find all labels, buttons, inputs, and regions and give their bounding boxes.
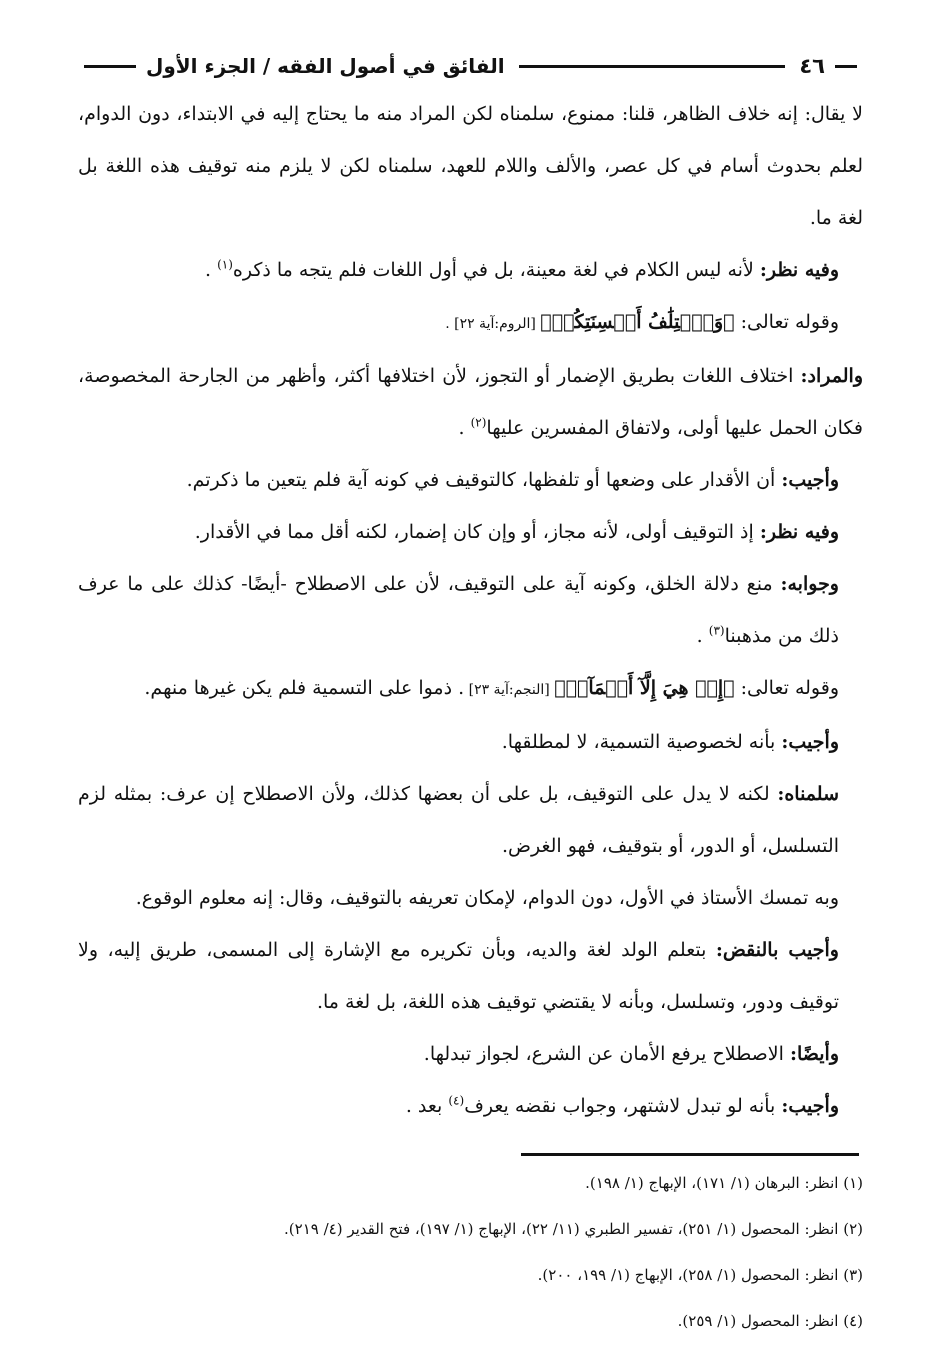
paragraph-lead: وأيضًا: bbox=[789, 1043, 839, 1065]
paragraph-text: إذ التوقيف أولى، لأنه مجاز، أو وإن كان إضمار، لكنه أقل مما في الأقدار. bbox=[194, 521, 760, 543]
running-title: الفائق في أصول الفقه / الجزء الأول bbox=[146, 54, 505, 78]
paragraph-tail: . ذموا على التسمية فلم يكن غيرها منهم. bbox=[144, 677, 465, 699]
footnote-separator bbox=[521, 1153, 859, 1156]
paragraph-text: بأنه لخصوصية التسمية، لا لمطلقها. bbox=[501, 731, 782, 753]
paragraph-tail: . bbox=[696, 625, 709, 647]
page-number: ٤٦ bbox=[799, 54, 825, 78]
paragraph bbox=[78, 716, 863, 768]
paragraph bbox=[78, 454, 863, 506]
footnote-marker[interactable]: (٣) bbox=[708, 623, 725, 638]
paragraph-text: لكنه لا يدل على التوقيف، بل على أن بعضها كذلك، ولأن الاصطلاح إن عرف: بمثله لزم التسلسل، أو الدور، أو بتوقيف، فهو الغرض. bbox=[78, 783, 839, 857]
paragraph-tail: بعد . bbox=[405, 1095, 449, 1117]
paragraph bbox=[78, 296, 863, 350]
paragraph-text: لأنه ليس الكلام في لغة معينة، بل في أول اللغات فلم يتجه ما ذكره bbox=[232, 259, 760, 281]
quran-verse: ﴿وَٱخۡتِلَٰفُ أَلۡسِنَتِكُمۡ﴾ bbox=[540, 311, 735, 333]
footnote: (١) انظر: البرهان (١/ ١٧١)، الإبهاج (١/ ١٩٨). bbox=[585, 1174, 863, 1192]
footnote: (٢) انظر: المحصول (١/ ٢٥١)، تفسير الطبري (١١/ ٢٢)، الإبهاج (١/ ١٩٧)، فتح القدير (٤/ ٢١٩). bbox=[284, 1220, 863, 1238]
footnote: (٣) انظر: المحصول (١/ ٢٥٨)، الإبهاج (١/ ١٩٩، ٢٠٠). bbox=[537, 1266, 863, 1284]
header-rule bbox=[519, 65, 786, 68]
paragraph-lead: وفيه نظر: bbox=[759, 259, 839, 281]
paragraph-tail: . bbox=[458, 417, 471, 439]
header-rule-end bbox=[84, 65, 136, 68]
paragraph bbox=[78, 558, 863, 662]
paragraph bbox=[78, 506, 863, 558]
footnotes bbox=[78, 1160, 863, 1344]
paragraph bbox=[78, 768, 863, 872]
verse-reference: [الروم:آية ٢٢] . bbox=[445, 316, 541, 332]
paragraph-text: منع دلالة الخلق، وكونه آية على التوقيف، لأن على الاصطلاح -أيضًا- كذلك على ما عرف ذلك من مذهبنا bbox=[78, 573, 839, 647]
paragraph-text: الاصطلاح يرفع الأمان عن الشرع، لجواز تبدلها. bbox=[423, 1043, 790, 1065]
paragraph-text: بأنه لو تبدل لاشتهر، وجواب نقضه يعرف bbox=[464, 1095, 782, 1117]
paragraph-lead: وأجيب: bbox=[781, 731, 839, 753]
paragraph bbox=[78, 1080, 863, 1132]
paragraph bbox=[78, 1028, 863, 1080]
paragraph-lead: سلمناه: bbox=[777, 783, 839, 805]
header-dash bbox=[835, 65, 857, 68]
paragraph-lead: وأجيب: bbox=[781, 469, 839, 491]
footnote-marker[interactable]: (١) bbox=[217, 257, 233, 272]
paragraph-text: لا يقال: إنه خلاف الظاهر، قلنا: ممنوع، سلمناه لكن المراد منه ما يحتاج إليه في الابتداء، دون الدوام، لعلم بحدوث أسام في كل عصر، والألف واللام للعهد، سلمناه لكن لا يلزم منه توقيف هذه اللغة بل لغة ما. bbox=[78, 103, 863, 229]
paragraph bbox=[78, 924, 863, 1028]
paragraph-text: بتعلم الولد لغة والديه، وبأن تكريره مع الإشارة إلى المسمى، طريق إليه، ولا توقيف ودور، وتسلسل، وبأنه لا يقتضي توقيف هذه اللغة، بل لغة ما. bbox=[78, 939, 839, 1013]
paragraph-lead: والمراد: bbox=[800, 365, 863, 387]
paragraph bbox=[78, 350, 863, 454]
paragraph-lead: وفيه نظر: bbox=[759, 521, 839, 543]
paragraph-text: وقوله تعالى: bbox=[734, 311, 839, 333]
paragraph-text: وبه تمسك الأستاذ في الأول، دون الدوام، لإمكان تعريفه بالتوقيف، وقال: إنه معلوم الوقوع. bbox=[135, 887, 839, 909]
paragraph-lead: وأجيب: bbox=[781, 1095, 839, 1117]
paragraph bbox=[78, 88, 863, 244]
paragraph-lead: وأجيب بالنقض: bbox=[715, 939, 839, 961]
paragraph-lead: وجوابه: bbox=[780, 573, 839, 595]
paragraph bbox=[78, 244, 863, 296]
paragraph-text: وقوله تعالى: bbox=[734, 677, 839, 699]
paragraph bbox=[78, 662, 863, 716]
page-header bbox=[78, 46, 863, 86]
footnote-marker[interactable]: (٤) bbox=[448, 1093, 465, 1108]
paragraph bbox=[78, 872, 863, 924]
paragraph-text: أن الأقدار على وضعها أو تلفظها، كالتوقيف في كونه آية فلم يتعين ما ذكرتم. bbox=[186, 469, 782, 491]
main-text bbox=[78, 88, 863, 1132]
paragraph-text: اختلاف اللغات بطريق الإضمار أو التجوز، لأن اختلافها أكثر، وأظهر من الجارحة المخصوصة، فكان الحمل عليها أولى، ولاتفاق المفسرين عليها bbox=[78, 365, 863, 439]
paragraph-tail: . bbox=[204, 259, 218, 281]
footnote: (٤) انظر: المحصول (١/ ٢٥٩). bbox=[677, 1312, 863, 1330]
quran-verse: ﴿إِنۡ هِيَ إِلَّآ أَسۡمَآءٞ﴾ bbox=[554, 677, 735, 699]
footnote-marker[interactable]: (٢) bbox=[470, 415, 487, 430]
verse-reference: [النجم:آية ٢٣] bbox=[464, 682, 555, 698]
